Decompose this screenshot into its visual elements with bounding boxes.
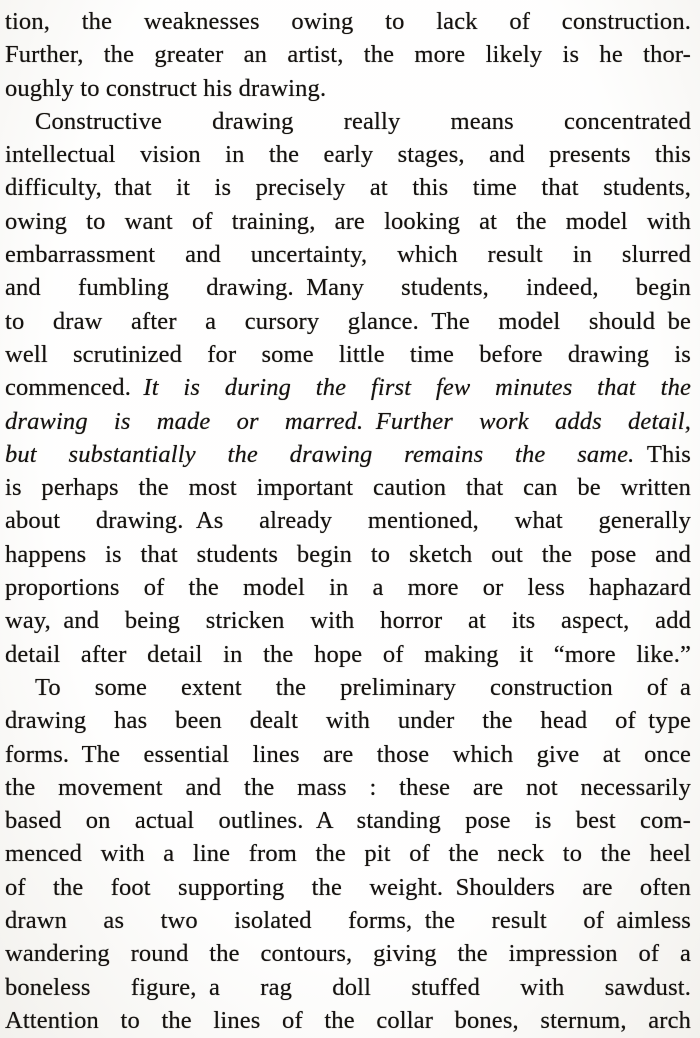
text-segment: the movement and the mass : these are not necessarily: [5, 773, 691, 801]
text-line: [5, 538, 691, 571]
text-segment: boneless figure, a rag doll stuffed with sawdust.: [5, 973, 691, 1001]
text-line: [5, 1004, 691, 1037]
text-segment: about drawing. As already mentioned, what generally: [5, 507, 691, 535]
text-segment: oughly to construct his drawing.: [5, 74, 327, 102]
italic-text-segment: drawing is made or marred. Further work adds detail,: [5, 407, 691, 435]
text-segment: tion, the weaknesses owing to lack of construction.: [5, 8, 691, 35]
text-line: [5, 72, 691, 105]
text-segment: well scrutinized for some little time before drawing is: [5, 340, 691, 368]
text-line: [5, 271, 691, 304]
text-segment: to draw after a cursory glance. The model should be: [5, 307, 691, 335]
text-line: [5, 904, 691, 937]
text-line: [5, 638, 691, 671]
text-line: [5, 471, 691, 504]
text-line: [5, 5, 691, 38]
text-line: [5, 171, 691, 204]
italic-text-segment: It is during the first few minutes that the: [143, 374, 691, 402]
text-line: [5, 405, 691, 438]
text-line: [5, 105, 691, 138]
text-segment: detail after detail in the hope of making it “more like.”: [5, 640, 691, 668]
text-line: [5, 138, 691, 171]
text-line: [5, 738, 691, 771]
text-line: [5, 771, 691, 804]
text-line: [5, 305, 691, 338]
text-line: [5, 604, 691, 637]
text-line: [5, 671, 691, 704]
text-segment: proportions of the model in a more or less haphazard: [5, 574, 691, 602]
text-segment: commenced.: [5, 374, 144, 402]
text-line: [5, 438, 691, 471]
text-segment: To some extent the preliminary construction of a: [35, 673, 691, 701]
text-segment: is perhaps the most important caution that can be written: [5, 474, 691, 502]
italic-text-segment: but substantially the drawing remains the same.: [5, 440, 635, 468]
text-line: [5, 38, 691, 71]
text-line: [5, 804, 691, 837]
text-segment: of the foot supporting the weight. Shoulders are often: [5, 873, 691, 901]
text-segment: embarrassment and uncertainty, which result in slurred: [5, 241, 691, 269]
text-line: [5, 238, 691, 271]
text-segment: Attention to the lines of the collar bones, sternum, arch: [5, 1006, 691, 1034]
text-line: [5, 571, 691, 604]
text-segment: Further, the greater an artist, the more likely is he thor-: [5, 41, 691, 69]
text-line: [5, 704, 691, 737]
text-line: [5, 971, 691, 1004]
text-line: [5, 205, 691, 238]
text-line: [5, 338, 691, 371]
text-segment: owing to want of training, are looking at the model with: [5, 207, 691, 235]
text-segment: way, and being stricken with horror at its aspect, add: [5, 607, 691, 635]
text-segment: intellectual vision in the early stages, and presents this: [5, 141, 691, 169]
text-segment: forms. The essential lines are those which give at once: [5, 740, 691, 768]
text-line: [5, 937, 691, 970]
page-text: [5, 5, 691, 1037]
text-segment: drawn as two isolated forms, the result of aimless: [5, 907, 691, 935]
text-segment: wandering round the contours, giving the impression of a: [5, 940, 691, 968]
text-line: [5, 371, 691, 404]
text-segment: drawing has been dealt with under the head of type: [5, 707, 691, 735]
text-segment: Constructive drawing really means concentrated: [35, 107, 691, 135]
text-segment: based on actual outlines. A standing pose is best com-: [5, 807, 691, 835]
text-segment: difficulty, that it is precisely at this time that students,: [5, 174, 691, 202]
text-segment: happens is that students begin to sketch out the pose and: [5, 540, 691, 568]
text-segment: This: [634, 440, 691, 468]
text-segment: menced with a line from the pit of the neck to the heel: [5, 840, 691, 868]
text-line: [5, 837, 691, 870]
text-line: [5, 504, 691, 537]
text-segment: and fumbling drawing. Many students, indeed, begin: [5, 274, 691, 302]
text-line: [5, 871, 691, 904]
